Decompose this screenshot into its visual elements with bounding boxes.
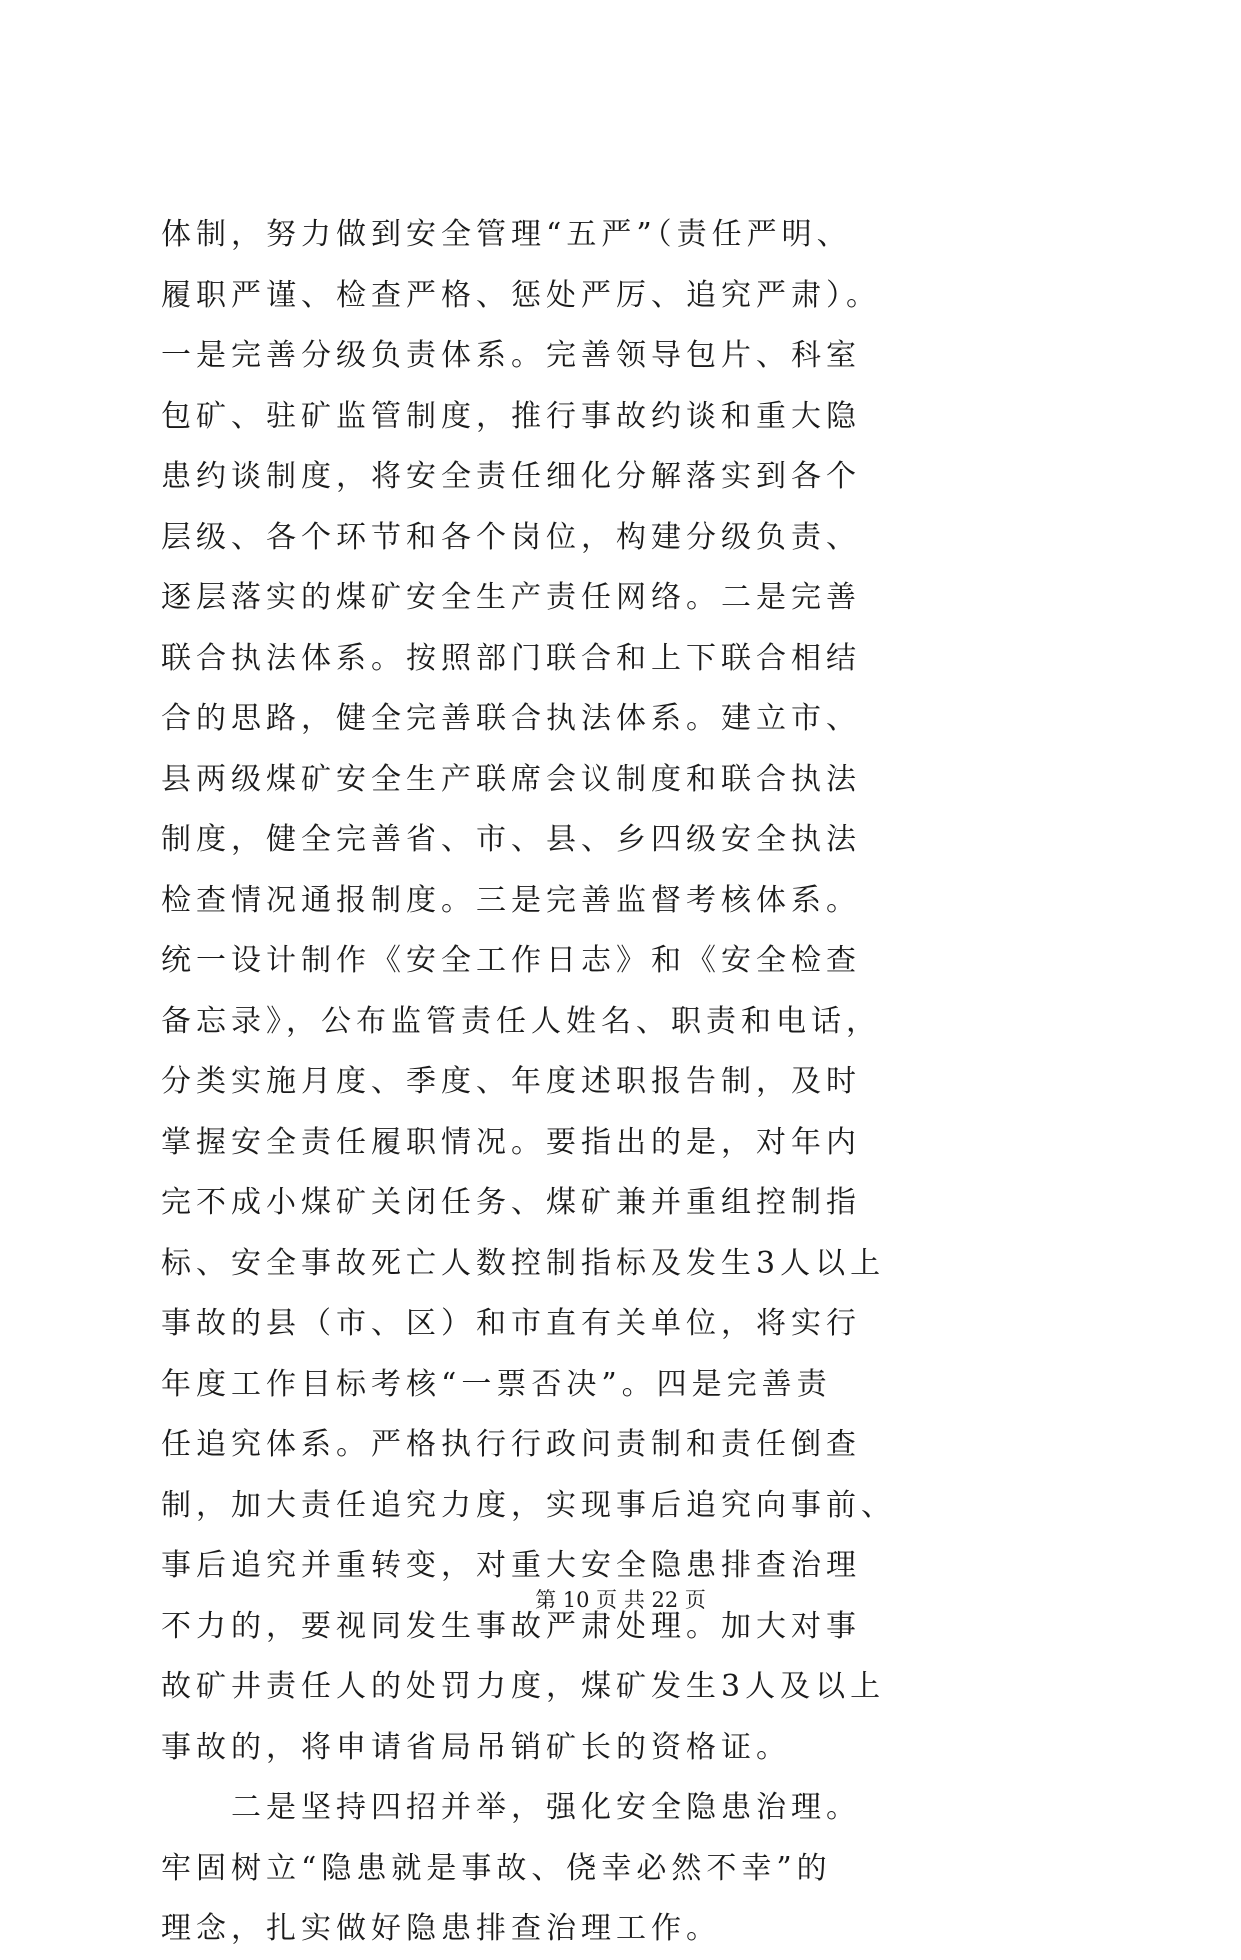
text-line: 联合执法体系。按照部门联合和上下联合相结 — [161, 640, 861, 676]
text-line: 层级、各个环节和各个岗位，构建分级负责、 — [161, 519, 861, 555]
text-line: 一是完善分级负责体系。完善领导包片、科室 — [161, 338, 861, 373]
text-line: 事后追究并重转变，对重大安全隐患排查治理 — [161, 1548, 861, 1583]
text-line: 任追究体系。严格执行行政问责制和责任倒查 — [161, 1427, 861, 1462]
text-line: 事故的县（市、区）和市直有关单位，将实行 — [161, 1306, 861, 1341]
text-line: 体制，努力做到安全管理“五严”（责任严明、 — [161, 217, 852, 252]
text-line: 制，加大责任追究力度，实现事后追究向事前、 — [161, 1487, 896, 1523]
text-line: 备忘录》，公布监管责任人姓名、职责和电话， — [161, 1003, 881, 1039]
text-line: 制度，健全完善省、市、县、乡四级安全执法 — [161, 822, 861, 857]
text-line: 统一设计制作《安全工作日志》和《安全检查 — [161, 943, 861, 978]
text-line: 患约谈制度，将安全责任细化分解落实到各个 — [161, 459, 861, 494]
body-text — [161, 205, 1081, 1960]
text-line: 不力的，要视同发生事故严肃处理。加大对事 — [161, 1608, 861, 1644]
text-line: 检查情况通报制度。三是完善监督考核体系。 — [161, 882, 861, 918]
page-footer: 第 10 页 共 22 页 — [535, 1588, 706, 1612]
text-line: 包矿、驻矿监管制度，推行事故约谈和重大隐 — [161, 398, 861, 434]
text-line: 合的思路，健全完善联合执法体系。建立市、 — [161, 701, 861, 736]
text-line: 标、安全事故死亡人数控制指标及发生3人以上 — [161, 1245, 886, 1281]
text-line: 县两级煤矿安全生产联席会议制度和联合执法 — [161, 761, 861, 797]
text-line: 年度工作目标考核“一票否决”。四是完善责 — [161, 1366, 832, 1402]
text-line: 完不成小煤矿关闭任务、煤矿兼并重组控制指 — [161, 1185, 861, 1220]
text-line: 事故的，将申请省局吊销矿长的资格证。 — [161, 1729, 791, 1765]
text-line: 分类实施月度、季度、年度述职报告制，及时 — [161, 1064, 861, 1099]
text-line: 故矿井责任人的处罚力度，煤矿发生3人及以上 — [161, 1669, 886, 1704]
text-line: 二是坚持四招并举，强化安全隐患治理。 — [231, 1790, 861, 1825]
text-line: 履职严谨、检查严格、惩处严厉、追究严肃）。 — [161, 277, 881, 313]
text-line: 理念，扎实做好隐患排查治理工作。 — [161, 1911, 721, 1946]
text-line: 逐层落实的煤矿安全生产责任网络。二是完善 — [161, 580, 861, 615]
text-line: 掌握安全责任履职情况。要指出的是，对年内 — [161, 1124, 861, 1160]
text-line: 牢固树立“隐患就是事故、侥幸必然不幸”的 — [161, 1850, 832, 1886]
